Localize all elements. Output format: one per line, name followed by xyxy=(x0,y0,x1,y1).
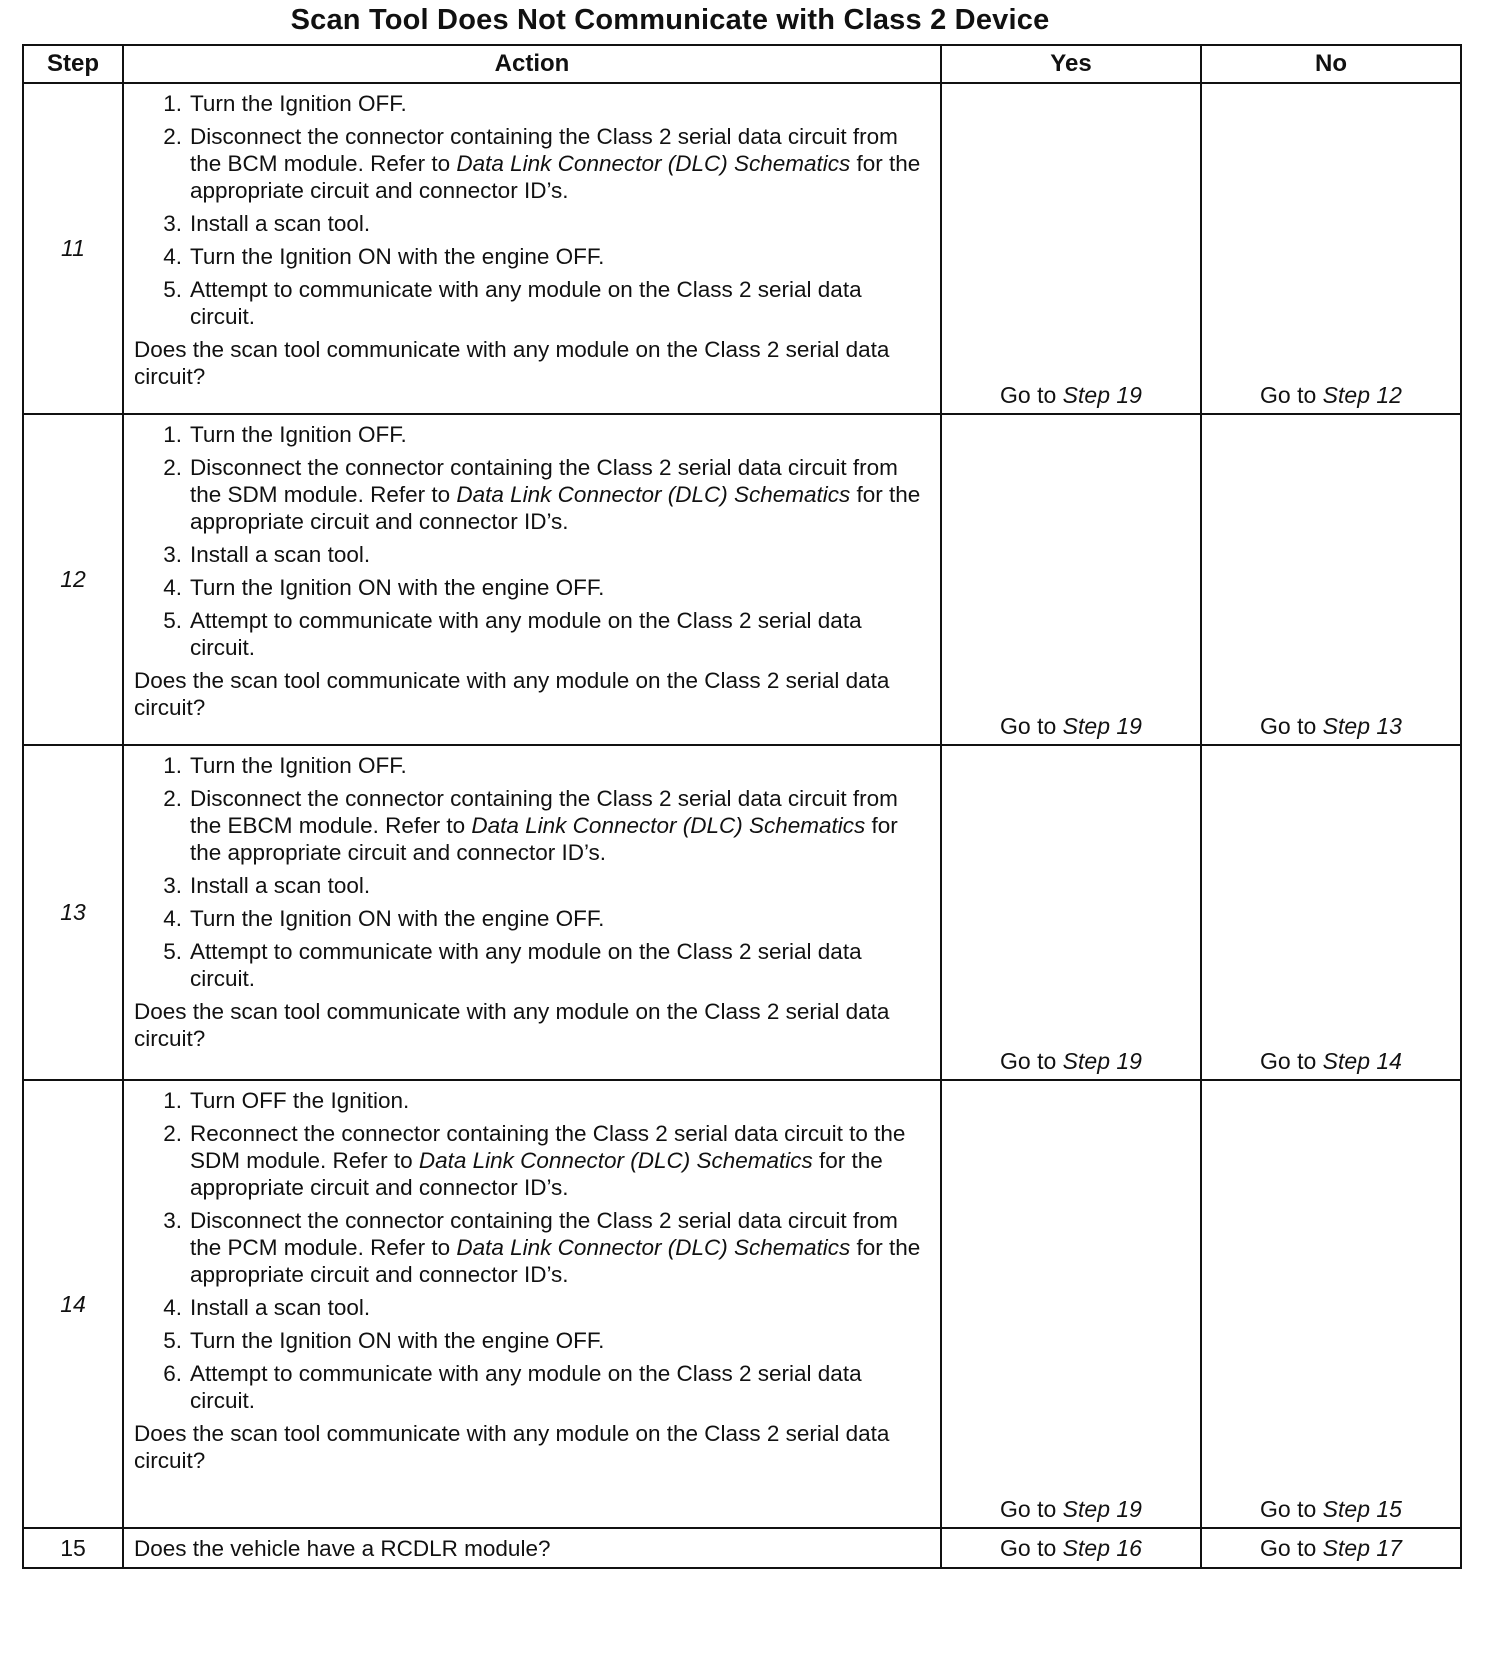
list-item: 2. Disconnect the connector containing the Class 2 serial data circuit from the EBCM module. Refer to Data Link Connector (DLC) Schematics for the appropriate circuit and connector ID’s. xyxy=(163,786,898,865)
schematic-reference: Data Link Connector (DLC) Schematics xyxy=(471,813,866,838)
list-item: 1. Turn the Ignition OFF. xyxy=(163,422,407,447)
action-cell xyxy=(123,1528,941,1568)
question-text: Does the scan tool communicate with any module on the Class 2 serial data circuit? xyxy=(134,1421,890,1473)
yes-result: Go to Step 19 xyxy=(941,414,1201,745)
list-item: 2. Disconnect the connector containing the Class 2 serial data circuit from the BCM module. Refer to Data Link Connector (DLC) Schematics for the appropriate circuit and connector ID’s. xyxy=(163,124,921,203)
action-list xyxy=(134,752,930,992)
list-item: 1. Turn the Ignition OFF. xyxy=(163,753,407,778)
header-no: No xyxy=(1201,45,1461,83)
step-number: 15 xyxy=(23,1528,123,1568)
table-row xyxy=(23,745,1461,1080)
action-cell xyxy=(123,745,941,1080)
page-title: Scan Tool Does Not Communicate with Class 2 Device xyxy=(290,4,1050,36)
action-cell xyxy=(123,414,941,745)
list-item: 4. Turn the Ignition ON with the engine OFF. xyxy=(163,906,605,931)
header-action: Action xyxy=(123,45,941,83)
list-item: 1. Turn OFF the Ignition. xyxy=(163,1088,410,1113)
table-row xyxy=(23,1528,1461,1568)
action-list xyxy=(134,90,930,330)
diagnostic-table xyxy=(22,44,1462,1569)
no-result: Go to Step 13 xyxy=(1201,414,1461,745)
schematic-reference: Data Link Connector (DLC) Schematics xyxy=(418,1148,813,1173)
schematic-reference: Data Link Connector (DLC) Schematics xyxy=(456,1235,851,1260)
step-number: 13 xyxy=(23,745,123,1080)
table-row xyxy=(23,414,1461,745)
schematic-reference: Data Link Connector (DLC) Schematics xyxy=(456,482,851,507)
step-number: 11 xyxy=(23,83,123,414)
yes-result: Go to Step 19 xyxy=(941,1080,1201,1528)
step-number: 14 xyxy=(23,1080,123,1528)
list-item: 5. Turn the Ignition ON with the engine OFF. xyxy=(163,1328,605,1353)
list-item: 3. Install a scan tool. xyxy=(163,873,371,898)
yes-result: Go to Step 19 xyxy=(941,745,1201,1080)
list-item: 2. Reconnect the connector containing the Class 2 serial data circuit to the SDM module. Refer to Data Link Connector (DLC) Schematics for the appropriate circuit and connector ID’s. xyxy=(163,1121,906,1200)
yes-result: Go to Step 16 xyxy=(941,1528,1201,1568)
table-header-row xyxy=(23,45,1461,83)
action-list xyxy=(134,1087,930,1414)
table-row xyxy=(23,83,1461,414)
list-item: 5. Attempt to communicate with any module on the Class 2 serial data circuit. xyxy=(163,277,862,329)
action-list xyxy=(134,421,930,661)
header-yes: Yes xyxy=(941,45,1201,83)
list-item: 4. Turn the Ignition ON with the engine OFF. xyxy=(163,244,605,269)
header-step: Step xyxy=(23,45,123,83)
no-result: Go to Step 15 xyxy=(1201,1080,1461,1528)
question-text: Does the scan tool communicate with any module on the Class 2 serial data circuit? xyxy=(134,337,890,389)
list-item: 5. Attempt to communicate with any module on the Class 2 serial data circuit. xyxy=(163,939,862,991)
list-item: 2. Disconnect the connector containing the Class 2 serial data circuit from the SDM module. Refer to Data Link Connector (DLC) Schematics for the appropriate circuit and connector ID’s. xyxy=(163,455,921,534)
table-row xyxy=(23,1080,1461,1528)
action-cell xyxy=(123,83,941,414)
list-item: 3. Install a scan tool. xyxy=(163,211,371,236)
list-item: 3. Install a scan tool. xyxy=(163,542,371,567)
list-item: 1. Turn the Ignition OFF. xyxy=(163,91,407,116)
action-cell xyxy=(123,1080,941,1528)
list-item: 3. Disconnect the connector containing the Class 2 serial data circuit from the PCM module. Refer to Data Link Connector (DLC) Schematics for the appropriate circuit and connector ID’s. xyxy=(163,1208,921,1287)
question-text: Does the scan tool communicate with any module on the Class 2 serial data circuit? xyxy=(134,999,890,1051)
list-item: 4. Install a scan tool. xyxy=(163,1295,371,1320)
step-number: 12 xyxy=(23,414,123,745)
no-result: Go to Step 17 xyxy=(1201,1528,1461,1568)
list-item: 5. Attempt to communicate with any module on the Class 2 serial data circuit. xyxy=(163,608,862,660)
list-item: 6. Attempt to communicate with any module on the Class 2 serial data circuit. xyxy=(163,1361,862,1413)
no-result: Go to Step 12 xyxy=(1201,83,1461,414)
schematic-reference: Data Link Connector (DLC) Schematics xyxy=(456,151,851,176)
no-result: Go to Step 14 xyxy=(1201,745,1461,1080)
list-item: 4. Turn the Ignition ON with the engine OFF. xyxy=(163,575,605,600)
question-text: Does the vehicle have a RCDLR module? xyxy=(134,1535,551,1561)
yes-result: Go to Step 19 xyxy=(941,83,1201,414)
question-text: Does the scan tool communicate with any module on the Class 2 serial data circuit? xyxy=(134,668,890,720)
